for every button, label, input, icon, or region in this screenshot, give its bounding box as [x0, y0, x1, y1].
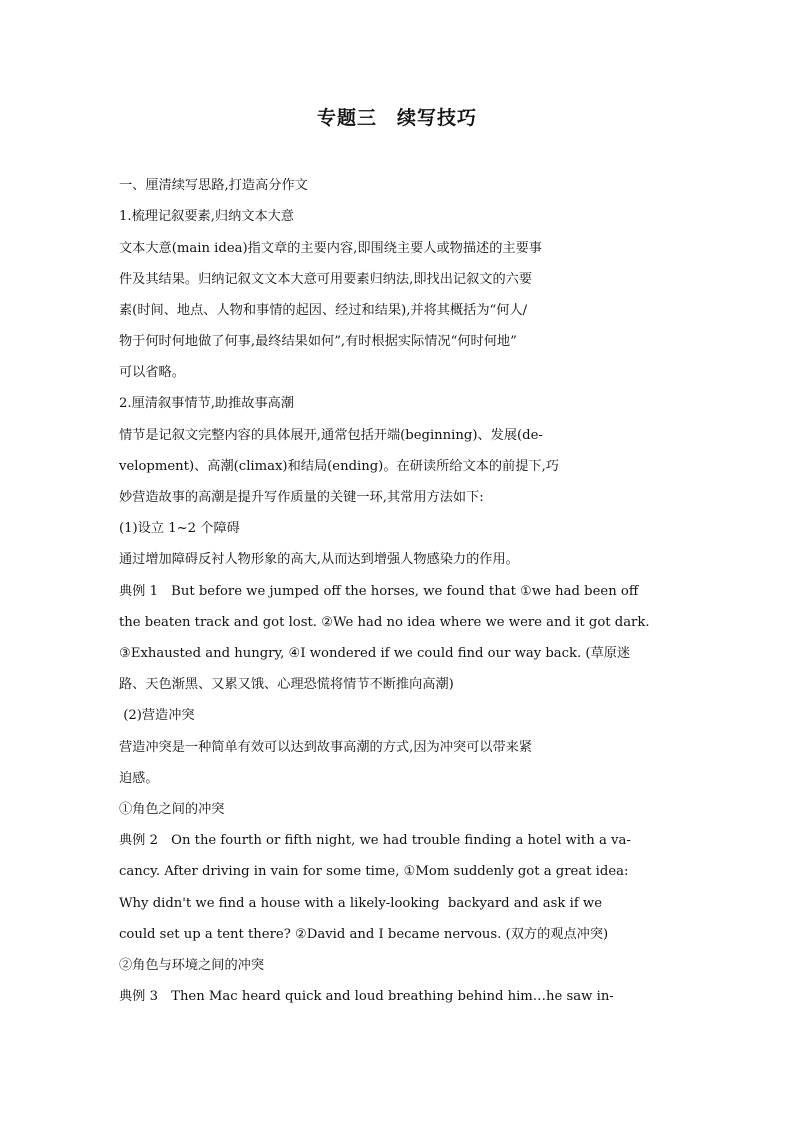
example-line: the beaten track and got lost. ②We had no idea where we were and it got dark. — [119, 615, 650, 630]
example-line: 典例 2 On the fourth or fifth night, we had trouble finding a hotel with a va- — [119, 833, 631, 848]
example-line: 典例 3 Then Mac heard quick and loud breathing behind him…he saw in- — [119, 989, 614, 1004]
paragraph-line: 可以省略。 — [119, 365, 185, 380]
subsection-heading: 2.厘清叙事情节,助推故事高潮 — [119, 396, 295, 411]
section-heading: 一、厘清续写思路,打造高分作文 — [119, 178, 308, 193]
paragraph-line: 素(时间、地点、人物和事情的起因、经过和结果),并将其概括为“何人/ — [119, 303, 528, 318]
paragraph-line: velopment)、高潮(climax)和结局(ending)。在研读所给文本的前提下,巧 — [119, 459, 559, 474]
example-line: 路、天色渐黑、又累又饿、心理恐慌将情节不断推向高潮) — [119, 677, 454, 692]
subsection-heading: 1.梳理记叙要素,归纳文本大意 — [119, 209, 295, 224]
subheading: ②角色与环境之间的冲突 — [119, 958, 265, 973]
paragraph-line: 妙营造故事的高潮是提升写作质量的关键一环,其常用方法如下: — [119, 490, 484, 505]
example-line: cancy. After driving in vain for some time, ①Mom suddenly got a great idea: — [119, 864, 629, 879]
example-line: could set up a tent there? ②David and I became nervous. (双方的观点冲突) — [119, 927, 609, 942]
paragraph-line: 物于何时何地做了何事,最终结果如何”,有时根据实际情况“何时何地” — [119, 334, 517, 349]
method-heading: (2)营造冲突 — [119, 708, 195, 723]
subheading: ①角色之间的冲突 — [119, 802, 225, 817]
paragraph-line: 文本大意(main idea)指文章的主要内容,即围绕主要人或物描述的主要事 — [119, 241, 542, 256]
paragraph-line: 营造冲突是一种简单有效可以达到故事高潮的方式,因为冲突可以带来紧 — [119, 740, 533, 755]
paragraph-line: 通过增加障碍反衬人物形象的高大,从而达到增强人物感染力的作用。 — [119, 552, 519, 567]
example-line: 典例 1 But before we jumped off the horses, we found that ①we had been off — [119, 584, 639, 599]
page-title: 专题三 续写技巧 — [316, 107, 477, 129]
method-heading: (1)设立 1~2 个障碍 — [119, 521, 240, 536]
paragraph-line: 件及其结果。归纳记叙文文本大意可用要素归纳法,即找出记叙文的六要 — [119, 272, 533, 287]
example-line: ③Exhausted and hungry, ④I wondered if we could find our way back. (草原迷 — [119, 646, 631, 661]
paragraph-line: 情节是记叙文完整内容的具体展开,通常包括开端(beginning)、发展(de- — [119, 428, 543, 443]
example-line: Why didn't we find a house with a likely-looking backyard and ask if we — [119, 896, 602, 911]
paragraph-line: 迫感。 — [119, 771, 159, 786]
